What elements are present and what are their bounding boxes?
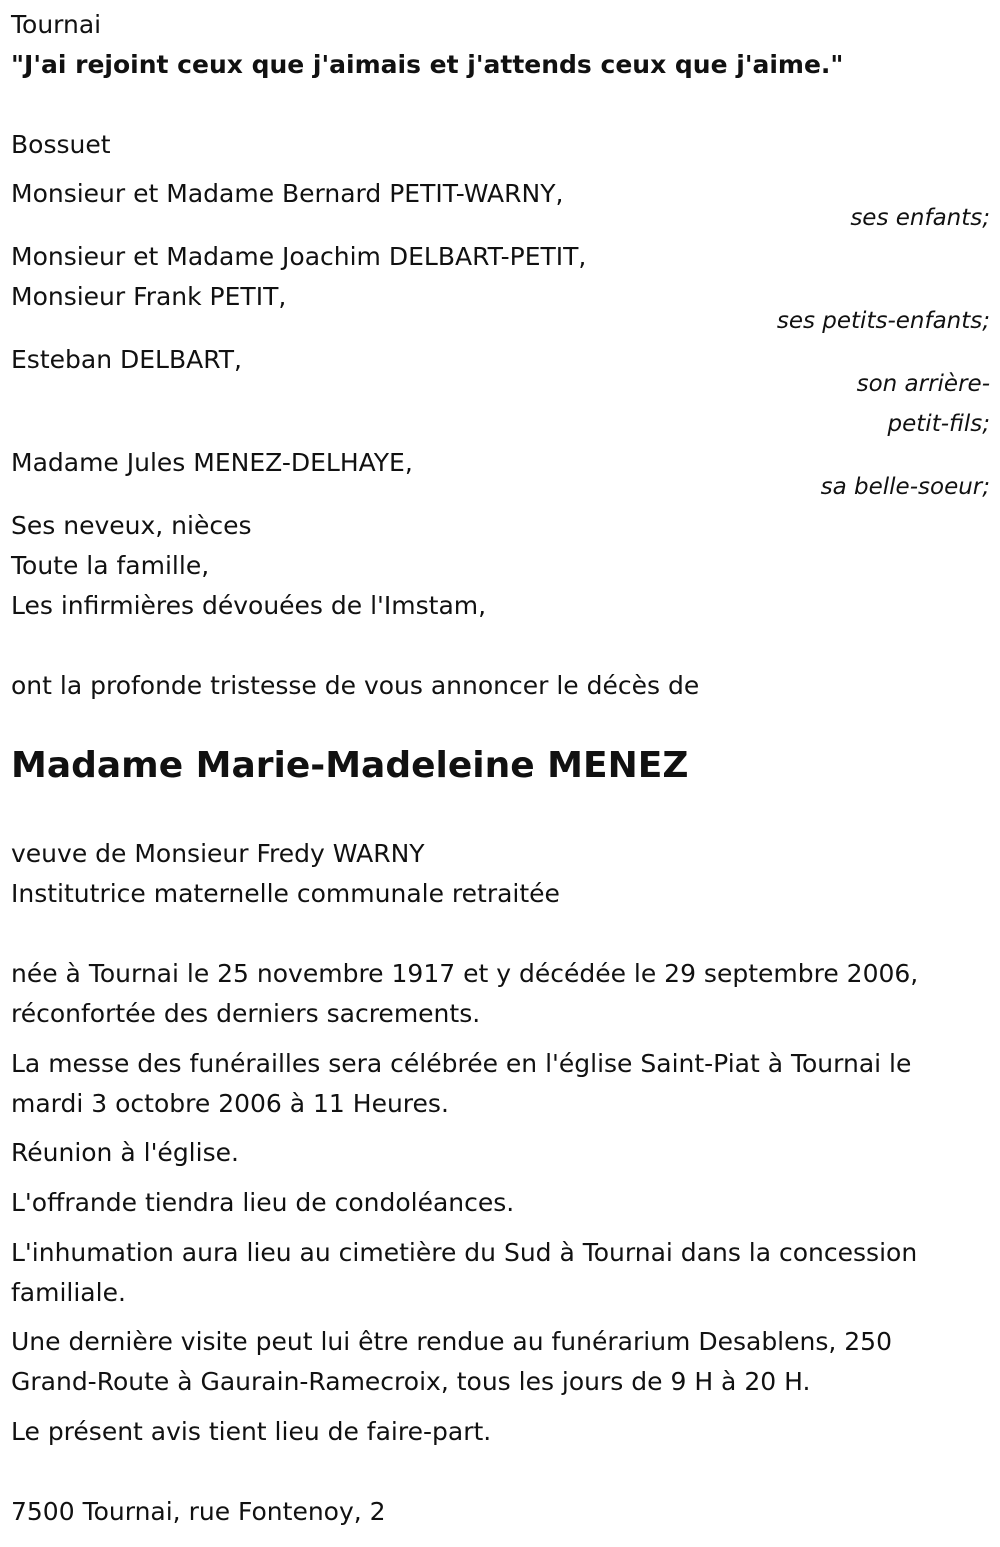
detail-sacraments: réconfortée des derniers sacrements.	[11, 999, 481, 1028]
detail-visit-1: Une dernière visite peut lui être rendue au funérarium Desablens, 250	[11, 1327, 892, 1356]
family-line-grandchild-1: Monsieur et Madame Joachim DELBART-PETIT,	[11, 242, 587, 271]
family-line-nephews: Ses neveux, nièces	[11, 511, 252, 540]
detail-burial-2: familiale.	[11, 1278, 126, 1307]
profession: Institutrice maternelle communale retraitée	[11, 879, 560, 908]
family-line-nurses: Les infirmières dévouées de l'Imstam,	[11, 591, 487, 620]
detail-offering: L'offrande tiendra lieu de condoléances.	[11, 1188, 515, 1217]
family-line-sister-in-law: Madame Jules MENEZ-DELHAYE,	[11, 448, 413, 477]
family-line-grandchild-2: Monsieur Frank PETIT,	[11, 282, 287, 311]
detail-mass-1: La messe des funérailles sera célébrée en l'église Saint-Piat à Tournai le	[11, 1049, 912, 1078]
widow-of: veuve de Monsieur Fredy WARNY	[11, 839, 425, 868]
detail-notice: Le présent avis tient lieu de faire-part.	[11, 1417, 492, 1446]
detail-burial-1: L'inhumation aura lieu au cimetière du Sud à Tournai dans la concession	[11, 1238, 918, 1267]
epitaph-quote: "J'ai rejoint ceux que j'aimais et j'attends ceux que j'aime."	[11, 50, 844, 79]
address: 7500 Tournai, rue Fontenoy, 2	[11, 1497, 386, 1526]
family-line-children: Monsieur et Madame Bernard PETIT-WARNY,	[11, 179, 564, 208]
family-place: Bossuet	[11, 130, 111, 159]
relation-great-grandchild-2: petit-fils;	[887, 411, 990, 437]
detail-visit-2: Grand-Route à Gaurain-Ramecroix, tous les jours de 9 H à 20 H.	[11, 1367, 811, 1396]
detail-mass-2: mardi 3 octobre 2006 à 11 Heures.	[11, 1089, 449, 1118]
relation-sister-in-law: sa belle-soeur;	[820, 474, 990, 500]
family-line-great-grandchild: Esteban DELBART,	[11, 345, 242, 374]
detail-birth-death: née à Tournai le 25 novembre 1917 et y décédée le 29 septembre 2006,	[11, 959, 919, 988]
city-heading: Tournai	[11, 10, 102, 39]
relation-children: ses enfants;	[850, 205, 990, 231]
relation-great-grandchild-1: son arrière-	[856, 371, 990, 397]
announcement-text: ont la profonde tristesse de vous annoncer le décès de	[11, 671, 700, 700]
detail-meeting: Réunion à l'église.	[11, 1138, 239, 1167]
deceased-name: Madame Marie-Madeleine MENEZ	[11, 745, 689, 786]
relation-grandchildren: ses petits-enfants;	[776, 308, 990, 334]
family-line-family: Toute la famille,	[11, 551, 210, 580]
